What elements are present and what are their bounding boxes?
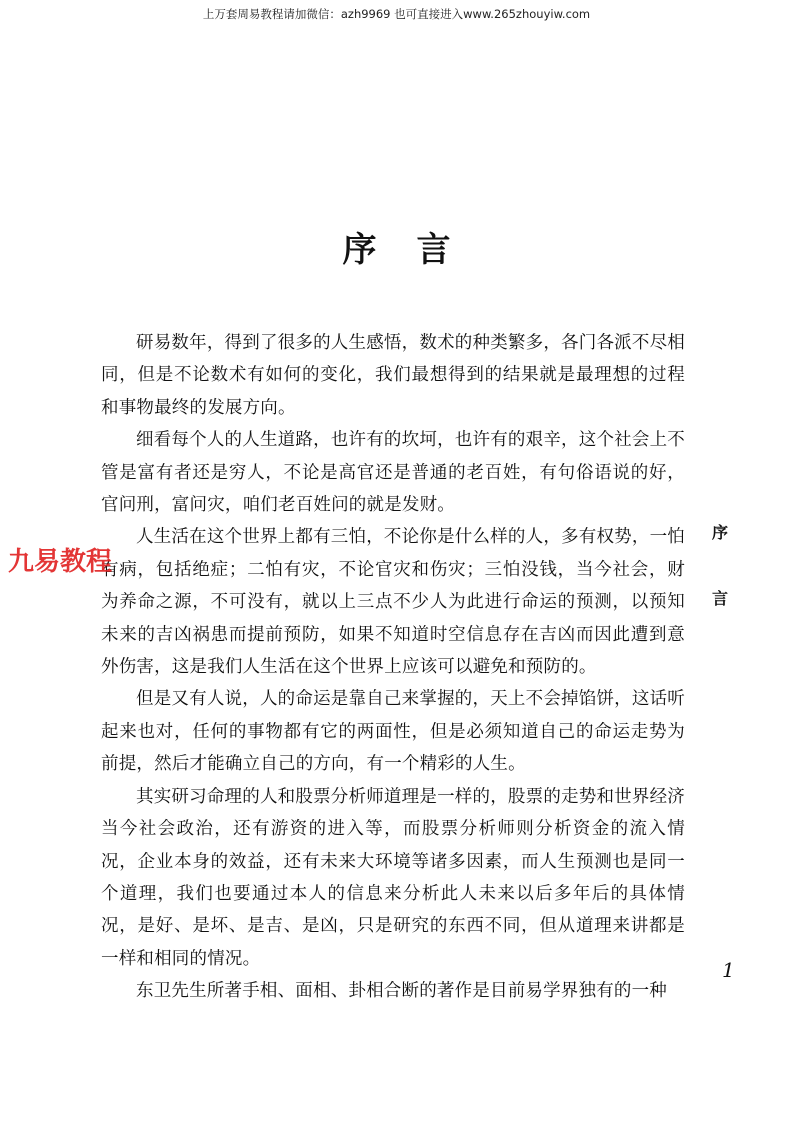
paragraph: 但是又有人说，人的命运是靠自己来掌握的，天上不会掉馅饼，这话听起来也对，任何的事物都有它的两面性，但是必须知道自己的命运走势为前提，然后才能确立自己的方向，有一个精彩的人生。 xyxy=(101,689,685,775)
watermark: 九易教程 xyxy=(8,547,113,577)
body-text xyxy=(101,327,685,1008)
paragraph: 研易数年，得到了很多的人生感悟，数术的种类繁多，各门各派不尽相同，但是不论数术有如何的变化，我们最想得到的结果就是最理想的过程和事物最终的发展方向。 xyxy=(101,333,685,418)
paragraph: 细看每个人的人生道路，也许有的坎坷，也许有的艰辛，这个社会上不管是富有者还是穷人，不论是高官还是普通的老百姓，有句俗语说的好，官问刑，富问灾，咱们老百姓问的就是发财。 xyxy=(101,430,685,516)
paragraph: 其实研习命理的人和股票分析师道理是一样的，股票的走势和世界经济当今社会政治，还有游资的进入等，而股票分析师则分析资金的流入情况，企业本身的效益，还有未来大环境等诸多因素，而人生预测也是同一个道理，我们也要通过本人的信息来分析此人未来以后多年后的具体情况，是好、是坏、是吉、是凶，只是研究的东西不同，但从道理来讲都是一样和相同的情况。 xyxy=(101,786,685,969)
page-title: 序言 xyxy=(342,230,491,270)
header-note: 上万套周易教程请加微信：azh9969 也可直接进入www.265zhouyiw.com xyxy=(202,7,591,21)
side-title-char: 言 xyxy=(712,589,729,608)
paragraph: 人生活在这个世界上都有三怕，不论你是什么样的人，多有权势，一怕有病，包括绝症；二怕有灾，不论官灾和伤灾；三怕没钱，当今社会，财为养命之源，不可没有，就以上三点不少人为此进行命运的预测，以预知未来的吉凶祸患而提前预防，如果不知道时空信息存在吉凶而因此遭到意外伤害，这是我们人生活在这个世界上应该可以避免和预防的。 xyxy=(101,527,685,678)
page-number: 1 xyxy=(722,958,735,982)
paragraph: 东卫先生所著手相、面相、卦相合断的著作是目前易学界独有的一种 xyxy=(136,981,667,1002)
side-running-title xyxy=(712,520,728,652)
side-title-char: 序 xyxy=(712,523,729,542)
